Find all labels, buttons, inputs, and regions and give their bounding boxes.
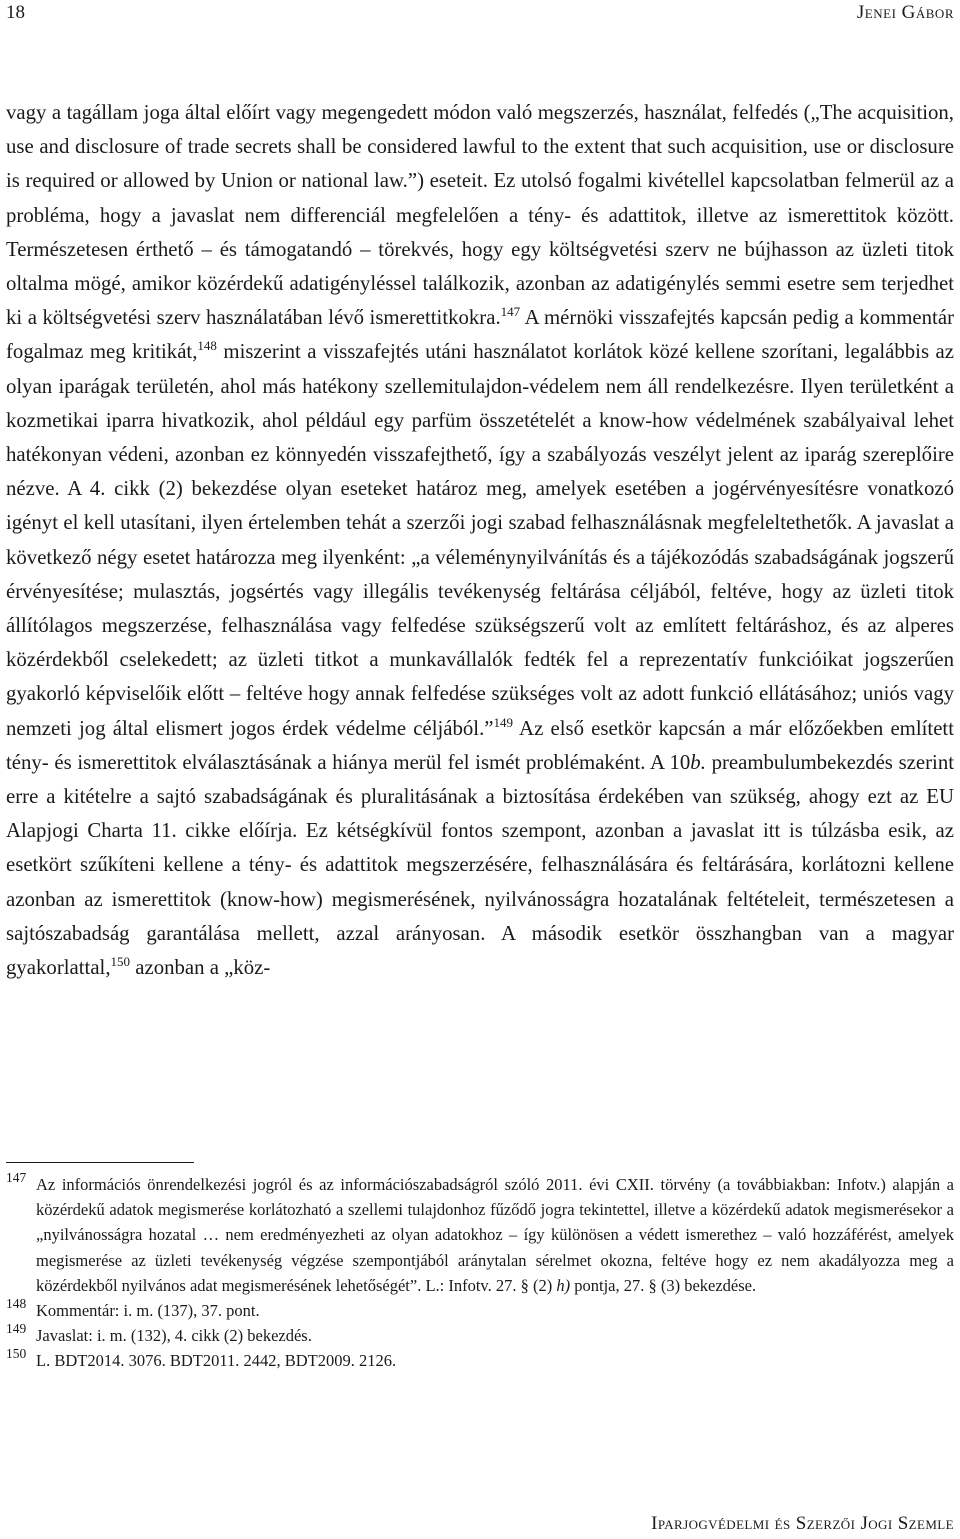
body-text — [6, 96, 954, 985]
footnote-italic: h) — [556, 1275, 571, 1295]
footnote-number: 148 — [6, 1296, 27, 1312]
page-number: 18 — [6, 2, 25, 23]
body-segment-6: azonban a „köz- — [130, 956, 271, 980]
body-segment-2: A mérnöki visszafejtés kapcsán pedig a kommentár fogalmaz meg kritikát, — [6, 306, 954, 364]
footnote-ref-147[interactable]: 147 — [500, 304, 521, 320]
footnote-tail: pontja, 27. § (3) bekezdése. — [570, 1275, 757, 1295]
footnote-number: 150 — [6, 1346, 27, 1362]
body-segment-4: Az első esetkör kapcsán a már előzőekben említett tény- és ismerettitok elválasztásának a hiánya merül fel ismét problémaként. A 10 — [6, 716, 954, 774]
body-paragraph — [6, 96, 954, 985]
footnote-149 — [6, 1323, 954, 1348]
body-segment-5: preambulumbekezdés szerint erre a kitételre a sajtó szabadságának és pluralitásának a biztosítása érdekében van szükség, ahogy ezt az EU Alapjogi Charta 11. cikke előírja. Ez kétségkívül fontos szempont, azonban a javaslat itt is túlzásba esik, az esetkört szűkíteni kellene a tény- és adattitok megszerzésére, felhasználására és feltárására, korlátozni kellene azonban az ismerettitok (know-how) megismerésének, nyilvánosságra hozatalának feltételeit, természetesen a sajtószabadság garantálása mellett, azzal arányosan. A második esetkör összhangban van a magyar gyakorlattal, — [6, 750, 954, 980]
footnote-150 — [6, 1348, 954, 1373]
footnote-number: 149 — [6, 1321, 27, 1337]
body-italic-b: b. — [690, 750, 706, 774]
footnote-148 — [6, 1298, 954, 1323]
footnote-ref-148[interactable]: 148 — [197, 338, 217, 354]
body-segment-1: vagy a tagállam joga által előírt vagy megengedett módon való megszerzés, használat, felfedés („The acquisition, use and disclosure of trade secrets shall be considered lawful to the extent that such acquisition, use or disclosure is required or allowed by Union or national law.”) eseteit. Ez utolsó fogalmi kivétellel kapcsolatban felmerül az a probléma, hogy a javaslat nem differenciál megfelelően a tény- és adattitok, illetve az ismerettitok között. Természetesen érthető – és támogatandó – törekvés, hogy egy költségvetési szerv ne bújhasson az üzleti titok oltalma mögé, amikor közérdekű adatigényléssel találkozik, azonban az adatigénylés semmi esetre sem terjedhet ki a költségvetési szerv használatában lévő ismerettitkokra. — [6, 101, 954, 330]
footnote-text: Javaslat: i. m. (132), 4. cikk (2) bekezdés. — [36, 1326, 312, 1346]
footnote-ref-149[interactable]: 149 — [493, 714, 513, 730]
footnote-text: Az információs önrendelkezési jogról és az információszabadságról szóló 2011. évi CXII. törvény (a továbbiakban: Infotv.) alapján a közérdekű adatok megismerése korlátozható a szellemi tulajdonhoz fűződő jogra tekintettel, illetve a közérdekű adatok megismerésekor a „nyilvánosságra hozatal … nem eredményezheti az olyan adatokhoz – így különösen a védett ismerethez – való hozzáférést, amelyek megismerése az üzleti tevékenység végzése szempontjából aránytalan sérelmet okozna, feltéve hogy ez nem akadályozza meg a közérdekből nyilvános adat megismerésének lehetőségét”. L.: Infotv. 27. § (2) — [36, 1175, 954, 1295]
footnote-divider — [6, 1162, 194, 1163]
footnote-text: L. BDT2014. 3076. BDT2011. 2442, BDT2009. 2126. — [36, 1351, 397, 1371]
footnote-number: 147 — [6, 1170, 27, 1185]
running-foot-journal: Iparjogvédelmi és Szerzői Jogi Szemle — [651, 1513, 954, 1534]
page-header — [6, 0, 954, 30]
footnote-ref-150[interactable]: 150 — [110, 954, 131, 970]
body-segment-3: miszerint a visszafejtés utáni használatot korlátok közé kellene szorítani, legalábbis az olyan iparágak területén, ahol más hatékony szellemitulajdon-védelem nem áll rendelkezésre. Ilyen területként a kozmetikai iparra hivatkozik, ahol például egy parfüm összetételét a know-how védelmének szabályaival lehet hatékonyan védeni, azonban ez könnyedén visszafejthető, így a szabályozás veszélyt jelent az iparág szereplőire nézve. A 4. cikk (2) bekezdése olyan eseteket határoz meg, amelyek esetében a jogérvényesítésre vonatkozó igényt el kell utasítani, ilyen értelemben tehát a szerzői jogi szabad felhasználásnak megfeleltethetők. A javaslat a következő négy esetet határozza meg ilyenként: „a véleménynyilvánítás és a tájékozódás szabadságának jogszerű érvényesítése; mulasztás, jogsértés vagy illegális tevékenység feltárása céljából, feltéve, hogy az üzleti titok állítólagos megszerzése, felhasználása vagy felfedése szükségszerű volt az említett feltáráshoz, és az alperes közérdekből cselekedett; az üzleti titkot a munkavállalók fedték fel a reprezentatív funkcióikat jogszerűen gyakorló képviselőik előtt – feltéve hogy annak felfedése szükséges volt az adott funkció ellátásához; uniós vagy nemzeti jog által elismert jogos érdek védelme céljából.” — [6, 340, 954, 740]
footnote-text: Kommentár: i. m. (137), 37. pont. — [36, 1301, 260, 1321]
running-head-author: Jenei Gábor — [856, 2, 954, 23]
footnote-147 — [6, 1172, 954, 1298]
footnotes — [6, 1172, 954, 1374]
